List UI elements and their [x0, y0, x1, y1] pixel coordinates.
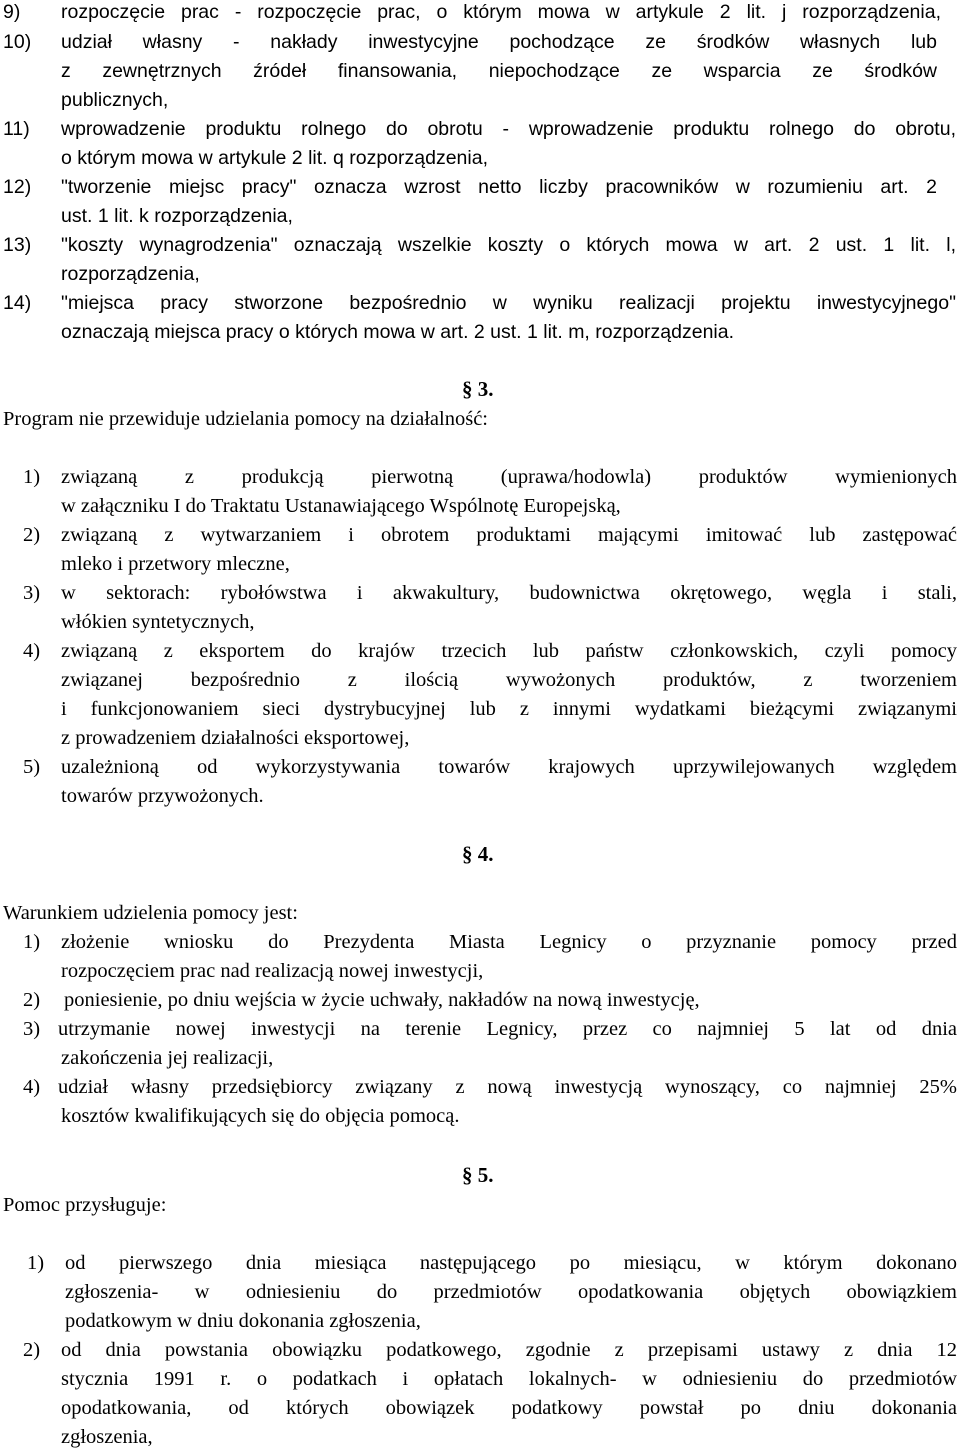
list-item-text: rozpoczęciem prac nad realizacją nowej inwestycji, [61, 960, 484, 982]
definition-text: rozpoczęcie prac - rozpoczęcie prac, o którym mowa w artykule 2 lit. j rozporządzenia, [61, 1, 941, 23]
definition-text: "koszty wynagrodzenia" oznaczają wszelkie koszty o których mowa w art. 2 ust. 1 lit. l, [61, 234, 956, 256]
section-heading: § 4. [462, 842, 494, 866]
list-item-number: 3) [23, 1018, 41, 1040]
list-item-text: stycznia 1991 r. o podatkach i opłatach lokalnych- w odniesieniu do przedmiotów [61, 1368, 957, 1390]
list-item-number: 2) [23, 524, 41, 546]
definition-text: z zewnętrznych źródeł finansowania, niepochodzące ze wsparcia ze środków [61, 60, 937, 82]
definition-text: wprowadzenie produktu rolnego do obrotu - wprowadzenie produktu rolnego do obrotu, [61, 118, 956, 140]
list-item-text: związaną z eksportem do krajów trzecich lub państw członkowskich, czyli pomocy [61, 640, 957, 662]
definition-number: 10) [3, 31, 32, 53]
list-item-text: z prowadzeniem działalności eksportowej, [61, 727, 410, 749]
list-item-text: i funkcjonowaniem sieci dystrybucyjnej lub z innymi wydatkami bieżącymi związanymi [61, 698, 957, 720]
list-item-text: od dnia powstania obowiązku podatkowego, zgodnie z przepisami ustawy z dnia 12 [61, 1339, 957, 1361]
list-item-text: opodatkowania, od których obowiązek podatkowy powstał po dniu dokonania [61, 1397, 957, 1419]
list-item-text: związaną z wytwarzaniem i obrotem produktami mającymi imitować lub zastępować [61, 524, 957, 546]
list-item-text: towarów przywożonych. [61, 785, 264, 807]
list-item-text: zgłoszenia- w odniesieniu do przedmiotów opodatkowania objętych obowiązkiem [65, 1281, 957, 1303]
list-item-text: związaną z produkcją pierwotną (uprawa/hodowla) produktów wymienionych [61, 466, 957, 488]
section-intro: Program nie przewiduje udzielania pomocy na działalność: [3, 408, 488, 430]
list-item-number: 4) [23, 640, 41, 662]
list-item-text: podatkowym w dniu dokonania zgłoszenia, [65, 1310, 421, 1332]
list-item-number: 1) [23, 466, 41, 488]
list-item-number: 1) [27, 1252, 45, 1274]
list-item-text: kosztów kwalifikujących się do objęcia pomocą. [61, 1105, 460, 1127]
definition-number: 13) [3, 234, 32, 256]
list-item-text: związanej bezpośrednio z ilością wywożonych produktów, z tworzeniem [61, 669, 957, 691]
definition-number: 14) [3, 292, 32, 314]
section-intro: Warunkiem udzielenia pomocy jest: [3, 902, 298, 924]
definition-text: rozporządzenia, [61, 263, 200, 285]
list-item-text: w sektorach: rybołówstwa i akwakultury, budownictwa okrętowego, węgla i stali, [61, 582, 957, 604]
section-intro: Pomoc przysługuje: [3, 1194, 167, 1216]
list-item-text: złożenie wniosku do Prezydenta Miasta Legnicy o przyznanie pomocy przed [61, 931, 957, 953]
list-item-text: utrzymanie nowej inwestycji na terenie Legnicy, przez co najmniej 5 lat od dnia [58, 1018, 957, 1040]
definition-text: ust. 1 lit. k rozporządzenia, [61, 205, 293, 227]
list-item-number: 3) [23, 582, 41, 604]
definition-text: publicznych, [61, 89, 169, 111]
list-item-text: w załączniku I do Traktatu Ustanawiającego Wspólnotę Europejską, [61, 495, 621, 517]
definition-text: "tworzenie miejsc pracy" oznacza wzrost netto liczby pracowników w rozumieniu art. 2 [61, 176, 937, 198]
list-item-number: 1) [23, 931, 41, 953]
list-item-number: 2) [23, 1339, 41, 1361]
section-heading: § 3. [462, 377, 494, 401]
section-heading: § 5. [462, 1163, 494, 1187]
list-item-text: od pierwszego dnia miesiąca następującego po miesiącu, w którym dokonano [65, 1252, 957, 1274]
list-item-text: udział własny przedsiębiorcy związany z nową inwestycją wynoszący, co najmniej 25% [58, 1076, 957, 1098]
list-item-text: zakończenia jej realizacji, [61, 1047, 274, 1069]
list-item-text: mleko i przetwory mleczne, [61, 553, 290, 575]
list-item-text: zgłoszenia, [61, 1426, 153, 1448]
definition-number: 11) [3, 118, 30, 140]
definition-number: 12) [3, 176, 32, 198]
list-item-text: włókien syntetycznych, [61, 611, 255, 633]
definition-text: "miejsca pracy stworzone bezpośrednio w wyniku realizacji projektu inwestycyjnego" [61, 292, 956, 314]
definition-text: oznaczają miejsca pracy o których mowa w art. 2 ust. 1 lit. m, rozporządzenia. [61, 321, 735, 343]
definition-text: udział własny - nakłady inwestycyjne pochodzące ze środków własnych lub [61, 31, 937, 53]
definition-text: o którym mowa w artykule 2 lit. q rozporządzenia, [61, 147, 489, 169]
list-item-text: poniesienie, po dniu wejścia w życie uchwały, nakładów na nową inwestycję, [64, 989, 700, 1011]
list-item-text: uzależnioną od wykorzystywania towarów krajowych uprzywilejowanych względem [61, 756, 957, 778]
list-item-number: 2) [23, 989, 41, 1011]
list-item-number: 5) [23, 756, 41, 778]
definition-number: 9) [3, 1, 21, 23]
list-item-number: 4) [23, 1076, 41, 1098]
